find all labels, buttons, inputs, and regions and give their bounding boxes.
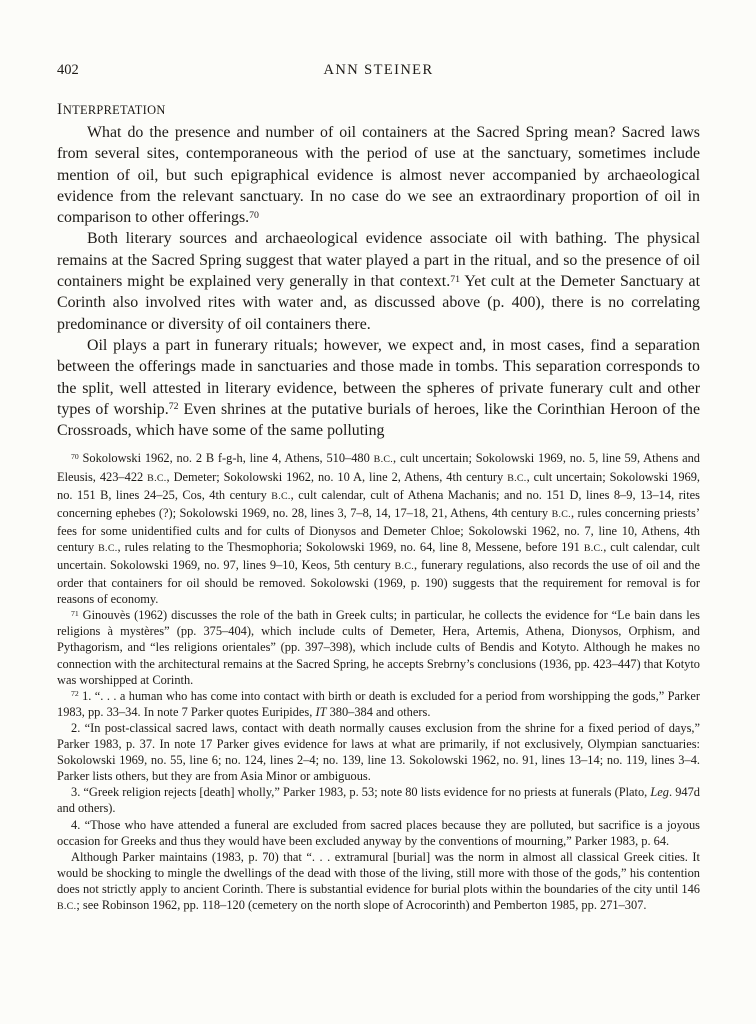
text-run: 4. “Those who have attended a funeral are excluded from sacred places because they are polluted, but sacrifice is a joyous occasion for Greeks and thus they would have been excluded anyway by the conventions of mourning,” Parker 1983, p. 64. <box>57 817 700 848</box>
text-run: , cult calendar, cult uncertain. Sokolowski 1969, no. 97, lines 9–10, Keos, 5th century <box>57 539 700 573</box>
small-caps-text: B.C. <box>98 542 118 554</box>
small-caps-text: NTERPRETATION <box>62 103 166 117</box>
section-heading <box>57 101 700 119</box>
footnote-72-item-1 <box>57 688 700 720</box>
italic-text: IT <box>315 704 327 719</box>
body-text <box>57 122 700 441</box>
footnote-marker: 72 <box>168 401 179 413</box>
text-run: Even shrines at the putative burials of heroes, like the Corinthian Heroon of the Crossroads, which have some of the same polluting <box>57 400 700 440</box>
footnote-marker: 71 <box>71 608 79 618</box>
page-header <box>57 61 700 79</box>
footnote-72-item-2 <box>57 720 700 784</box>
small-caps-text: B.C. <box>57 900 77 912</box>
text-run: Oil plays a part in funerary rituals; however, we expect and, in most cases, find a separation between the offerings made in sanctuaries and those made in tombs. This separation corresponds to the split, well attested in literary evidence, between the spheres of private funerary cult and other types of worship. <box>57 336 700 418</box>
text-run: 3. “Greek religion rejects [death] wholly,” Parker 1983, p. 53; note 80 lists evidence for no priests at funerals (Plato, <box>71 785 651 800</box>
text-run: . 947d and others). <box>57 785 700 816</box>
text-run: Sokolowski 1962, no. 2 B f-g-h, line 4, Athens, 510–480 <box>78 451 374 466</box>
small-caps-text: B.C. <box>583 542 604 554</box>
text-run: ; see Robinson 1962, pp. 118–120 (cemetery on the north slope of Acrocorinth) and Pemberton 1985, pp. 271–307. <box>76 897 647 912</box>
text-run: Although Parker maintains (1983, p. 70) that “. . . extramural [burial] was the norm in almost all classical Greek cities. It would be shocking to mingle the dwellings of the dead with those of the living, still more with those of the gods,” his contention does not strictly apply to ancient Corinth. There is substantial evidence for burial plots within the boundaries of the city until 146 <box>57 849 700 896</box>
footnote-71 <box>57 607 700 687</box>
text-run: 1. “. . . a human who has come into contact with birth or death is excluded for a period from worshipping the gods,” Parker 1983, pp. 33–34. In note 7 Parker quotes Euripides, <box>57 688 700 719</box>
small-caps-text: B.C. <box>551 508 571 520</box>
text-run: 2. “In post-classical sacred laws, contact with death normally causes exclusion from the shrine for a fixed period of days,” Parker 1983, p. 37. In note 17 Parker gives evidence for laws at what are primarily, if not exclusively, Olympian sanctuaries: Sokolowski 1969, no. 55, line 6; no. 124, lines 2–4; no. 139, line 13. Sokolowski 1962, no. 91, lines 13–14; no. 119, lines 3–4. Parker lists others, but they are from Asia Minor or ambiguous. <box>57 720 700 784</box>
text-run: I <box>57 101 63 118</box>
text-run: , rules concerning priests’ fees for some unidentified cults and for cults of Dionysos and Demeter Chloe; Sokolowski 1962, no. 7, line 10, Athens, 4th century <box>57 505 700 554</box>
small-caps-text: B.C. <box>394 561 415 573</box>
text-run: , Demeter; Sokolowski 1962, no. 10 A, line 2, Athens, 4th century <box>166 469 508 484</box>
body-paragraph-1 <box>57 122 700 228</box>
body-paragraph-2 <box>57 228 700 334</box>
body-paragraph-3 <box>57 335 700 441</box>
footnote-72-closing <box>57 849 700 915</box>
footnotes <box>57 450 700 915</box>
small-caps-text: B.C. <box>271 490 291 502</box>
text-run: Yet cult at the Demeter Sanctuary at Corinth also involved rites with water and, as discussed above (p. 400), there is no correlating predominance or diversity of oil containers there. <box>57 273 700 333</box>
text-run: , cult calendar, cult of Athena Machanis; and no. 151 D, lines 8–9, 13–14, rites concerning ephebes (?); Sokolowski 1969, no. 28, lines 3, 7–8, 14, 17–18, 21, Athens, 4th century <box>57 487 701 520</box>
footnote-marker: 70 <box>71 452 79 461</box>
small-caps-text: B.C. <box>507 472 527 484</box>
footnote-72-item-3 <box>57 784 700 816</box>
italic-text: Leg <box>650 785 669 800</box>
footnote-marker: 71 <box>450 273 461 285</box>
text-run: Both literary sources and archaeological evidence associate oil with bathing. The physical remains at the Sacred Spring suggest that water played a part in the ritual, and so the presence of oil containers might be explained very generally in that context. <box>57 230 700 291</box>
page-number: 402 <box>57 62 79 78</box>
footnote-72-item-4 <box>57 817 700 849</box>
footnote-marker: 72 <box>71 689 79 699</box>
running-head: ANN STEINER <box>323 62 434 78</box>
text-run: 380–384 and others. <box>326 704 431 719</box>
text-run: , funerary regulations, also records the use of oil and the order that containers for oil should be removed. Sokolowski (1969, p. 190) suggests that the requirement for removal is for reasons of economy. <box>57 558 700 607</box>
text-run: , cult uncertain; Sokolowski 1969, no. 151 B, lines 24–25, Cos, 4th century <box>57 469 701 502</box>
text-run: , cult uncertain; Sokolowski 1969, no. 5, line 59, Athens and Eleusis, 423–422 <box>57 451 700 484</box>
footnote-marker: 70 <box>249 209 259 221</box>
text-run: , rules relating to the Thesmophoria; Sokolowski 1969, no. 64, line 8, Messene, before 191 <box>117 539 584 554</box>
small-caps-text: B.C. <box>373 454 394 466</box>
small-caps-text: B.C. <box>147 472 167 484</box>
text-run: What do the presence and number of oil containers at the Sacred Spring mean? Sacred laws from several sites, contemporaneous with the period of use at the sanctuary, sometimes include mention of oil, but such epigraphical evidence is almost never accompanied by archaeological evidence from the relevant sanctuary. In no case do we see an extraordinary proportion of oil in comparison to other offerings. <box>57 124 700 227</box>
text-run: Ginouvès (1962) discusses the role of the bath in Greek cults; in particular, he collects the evidence for “Le bain dans les religions à mystères” (pp. 375–404), which include cults of Demeter, Hera, Artemis, Athena, Dionysos, Orphism, and Pythagorism, and “les religions orientales” (pp. 397–398), which include cults of Bendis and Kotyto. Although he makes no connection with the architectural remains at the Sacred Spring, he accepts Srebrny’s conclusions (1936, pp. 423–447) that Kotyto was worshipped at Corinth. <box>57 608 700 687</box>
footnote-70 <box>57 450 700 607</box>
